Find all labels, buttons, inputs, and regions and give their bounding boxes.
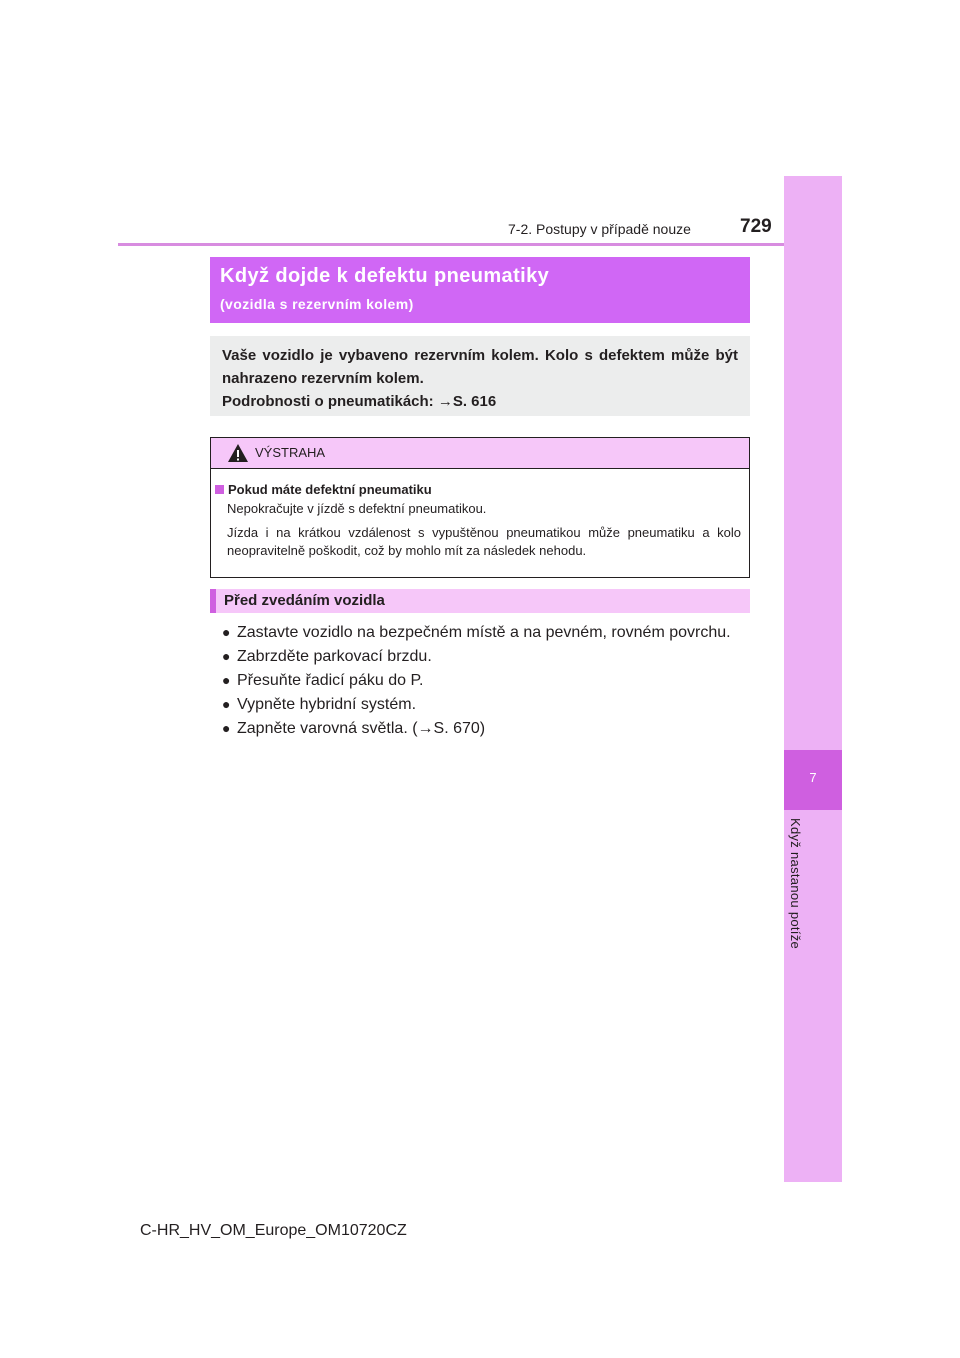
- bullet-list: [222, 620, 762, 740]
- bullet-icon: ●: [222, 648, 231, 664]
- section-heading-accent: [210, 589, 216, 613]
- list-item-text: Zapněte varovná světla. (→S. 670): [237, 720, 486, 737]
- intro-line-1: Vaše vozidlo je vybaveno rezervním kolem. Kolo s defektem může být nahrazeno rezervním kolem.: [222, 347, 738, 387]
- warning-label: VÝSTRAHA: [255, 445, 326, 460]
- list-item: [222, 620, 762, 644]
- intro-line-2: Podrobnosti o pneumatikách: →S. 616: [222, 393, 497, 410]
- warning-paragraph-2: Jízda i na krátkou vzdálenost s vypuštěnou pneumatikou může pneumatiku a kolo neopravitelně poškodit, což by mohlo mít za následek nehodu.: [227, 525, 741, 558]
- warning-item-title-text: Pokud máte defektní pneumatiku: [228, 482, 432, 497]
- bullet-icon: ●: [222, 720, 231, 736]
- chapter-number: 7: [809, 770, 817, 785]
- warning-box: [210, 437, 750, 578]
- chapter-side-tab: [784, 176, 842, 1182]
- header-section-title: 7-2. Postupy v případě nouze: [508, 221, 691, 237]
- square-bullet-icon: [215, 485, 224, 494]
- warning-triangle-icon: [227, 443, 249, 463]
- list-item: [222, 644, 762, 668]
- list-item-text: Přesuňte řadicí páku do P.: [237, 672, 424, 689]
- page-subtitle: (vozidla s rezervním kolem): [220, 296, 414, 312]
- page-title-box: [210, 257, 750, 323]
- intro-box: [210, 336, 750, 416]
- warning-paragraph-1: Nepokračujte v jízdě s defektní pneumatikou.: [227, 501, 487, 516]
- bullet-icon: ●: [222, 672, 231, 688]
- page-title: Když dojde k defektu pneumatiky: [220, 265, 550, 287]
- list-item: [222, 668, 762, 692]
- header-divider: [118, 243, 784, 246]
- section-heading: Před zvedáním vozidla: [224, 592, 385, 609]
- list-item-text: Zastavte vozidlo na bezpečném místě a na pevném, rovném povrchu.: [237, 624, 731, 641]
- list-item: [222, 692, 762, 716]
- chapter-title: Když nastanou potíže: [788, 818, 803, 950]
- bullet-icon: ●: [222, 624, 231, 640]
- document-code: C-HR_HV_OM_Europe_OM10720CZ: [140, 1222, 407, 1239]
- list-item-text: Vypněte hybridní systém.: [237, 696, 417, 713]
- list-item: [222, 716, 762, 740]
- list-item-text: Zabrzděte parkovací brzdu.: [237, 648, 432, 665]
- section-heading-bar: [210, 589, 750, 613]
- page-number: 729: [740, 216, 772, 237]
- warning-item-title: [215, 482, 432, 497]
- intro-text: [222, 344, 738, 413]
- warning-header: [211, 438, 749, 469]
- bullet-icon: ●: [222, 696, 231, 712]
